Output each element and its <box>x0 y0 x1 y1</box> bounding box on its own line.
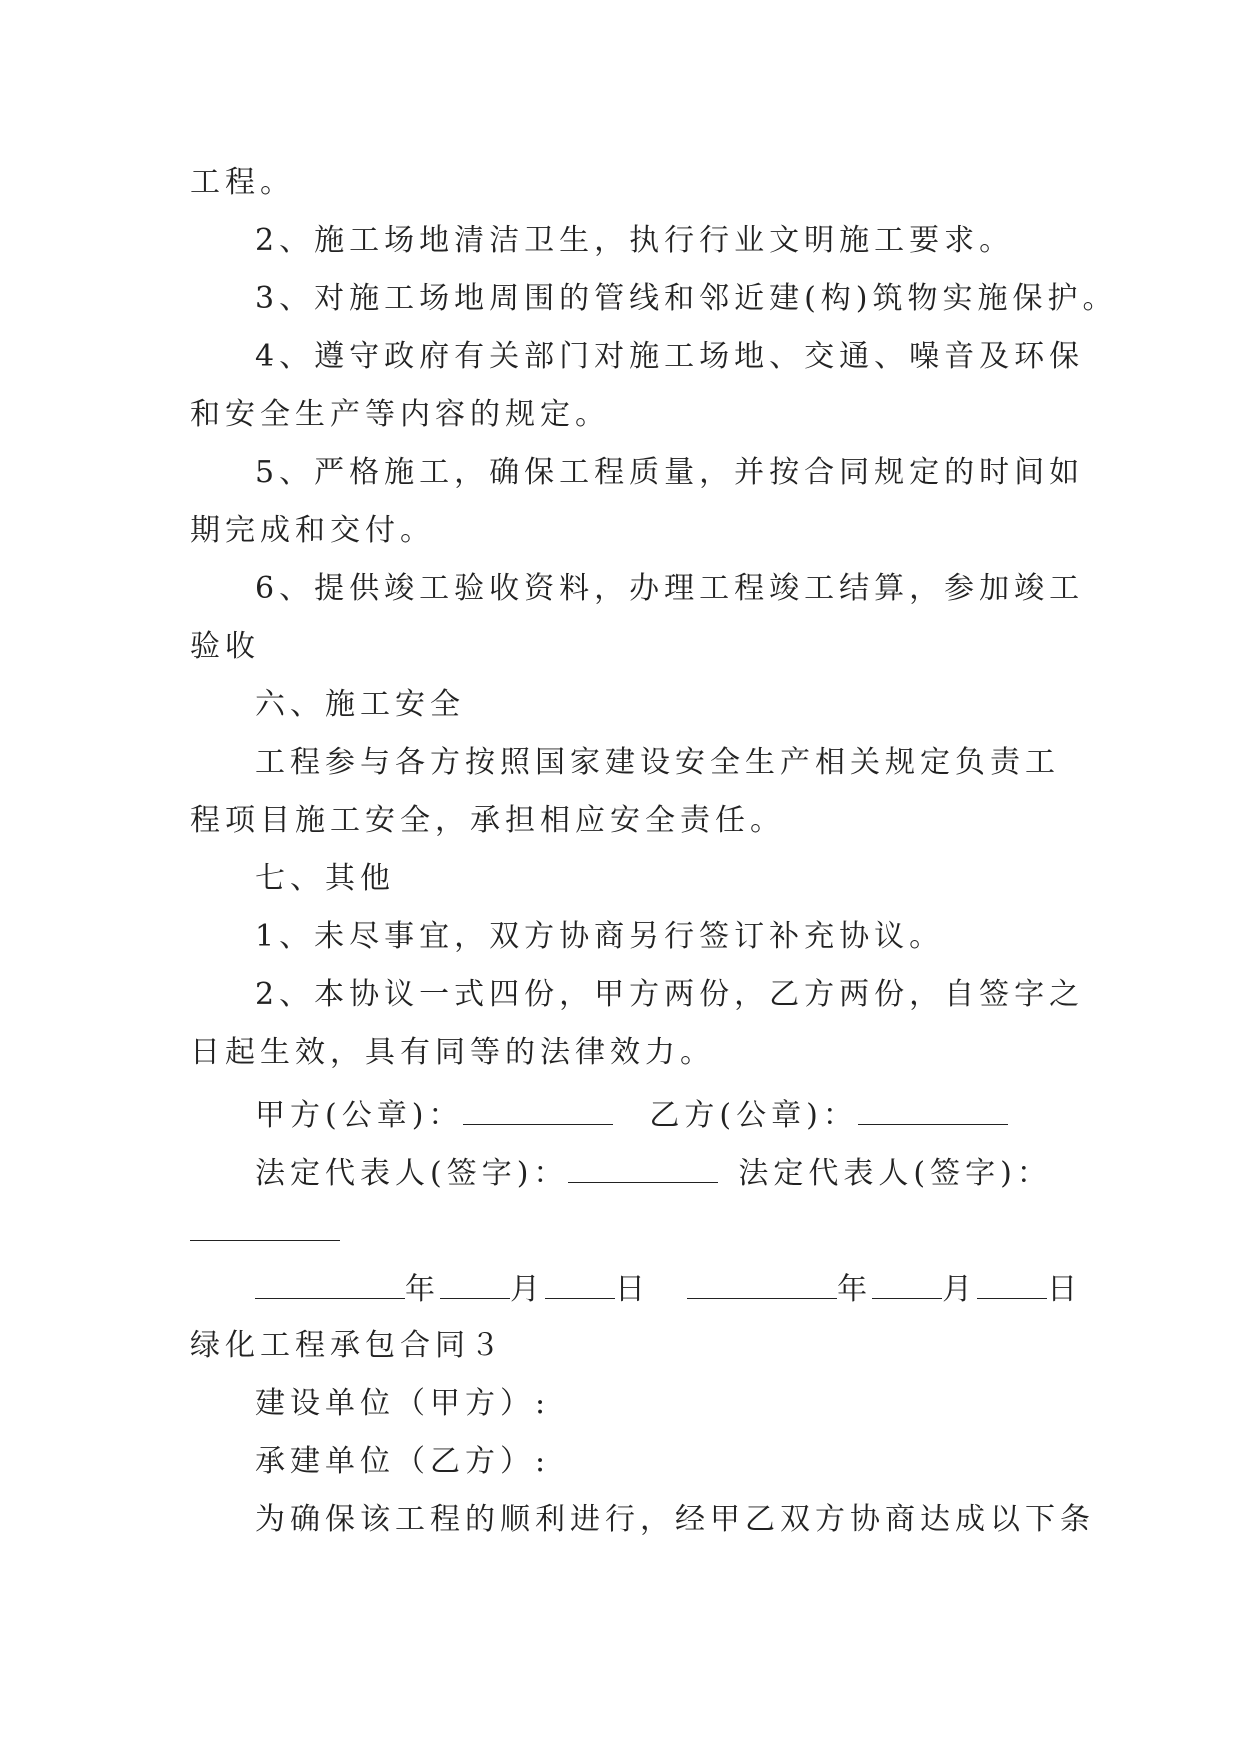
year-label-b: 年 <box>837 1272 873 1307</box>
month-label-b: 月 <box>942 1272 978 1307</box>
document-title: 绿化工程承包合同３ <box>190 1328 505 1363</box>
text-line: 和安全生产等内容的规定。 <box>190 397 610 432</box>
rep-a-blank <box>568 1152 718 1183</box>
party-a-seal-blank <box>463 1094 613 1125</box>
section-heading: 六、施工安全 <box>255 687 465 722</box>
month-blank-b <box>872 1268 942 1299</box>
day-blank-b <box>977 1268 1047 1299</box>
day-label-b: 日 <box>1047 1272 1083 1307</box>
text-line: 2、施工场地清洁卫生，执行行业文明施工要求。 <box>255 223 1015 258</box>
signature-line <box>255 1152 1052 1194</box>
text-line: 程项目施工安全，承担相应安全责任。 <box>190 803 785 838</box>
day-label-a: 日 <box>615 1272 650 1307</box>
text-line: 1、未尽事宜，双方协商另行签订补充协议。 <box>255 919 945 954</box>
text-line: 日起生效，具有同等的法律效力。 <box>190 1035 715 1070</box>
day-blank-a <box>545 1268 615 1299</box>
text-line: 工程。 <box>190 165 295 200</box>
rep-b-label: 法定代表人(签字)： <box>738 1156 1052 1191</box>
text-line: 4、遵守政府有关部门对施工场地、交通、噪音及环保 <box>255 339 1085 374</box>
text-line: 5、严格施工，确保工程质量，并按合同规定的时间如 <box>255 455 1085 490</box>
text-line: 工程参与各方按照国家建设安全生产相关规定负责工 <box>255 745 1060 780</box>
text-line: 承建单位（乙方）: <box>255 1444 551 1479</box>
text-line: 6、提供竣工验收资料，办理工程竣工结算，参加竣工 <box>255 571 1085 606</box>
text-line: 为确保该工程的顺利进行，经甲乙双方协商达成以下条 <box>255 1502 1095 1537</box>
text-line: 期完成和交付。 <box>190 513 435 548</box>
party-b-seal-label: 乙方(公章)： <box>649 1098 858 1133</box>
month-label-a: 月 <box>510 1272 545 1307</box>
rep-a-label: 法定代表人(签字)： <box>255 1156 569 1191</box>
rep-b-blank-line <box>190 1210 340 1252</box>
section-heading: 七、其他 <box>255 861 395 896</box>
text-line: 建设单位（甲方）: <box>255 1386 551 1421</box>
party-a-seal-label: 甲方(公章)： <box>255 1098 464 1133</box>
month-blank-a <box>440 1268 510 1299</box>
date-line <box>255 1268 1082 1310</box>
year-blank-b <box>687 1268 837 1299</box>
year-label-a: 年 <box>405 1272 440 1307</box>
text-line: 2、本协议一式四份，甲方两份，乙方两份，自签字之 <box>255 977 1085 1012</box>
rep-b-blank <box>190 1210 340 1241</box>
text-line: 3、对施工场地周围的管线和邻近建(构)筑物实施保护。 <box>255 281 1118 316</box>
seal-line <box>255 1094 1008 1136</box>
party-b-seal-blank <box>858 1094 1008 1125</box>
year-blank-a <box>255 1268 405 1299</box>
text-line: 验收 <box>190 629 260 664</box>
